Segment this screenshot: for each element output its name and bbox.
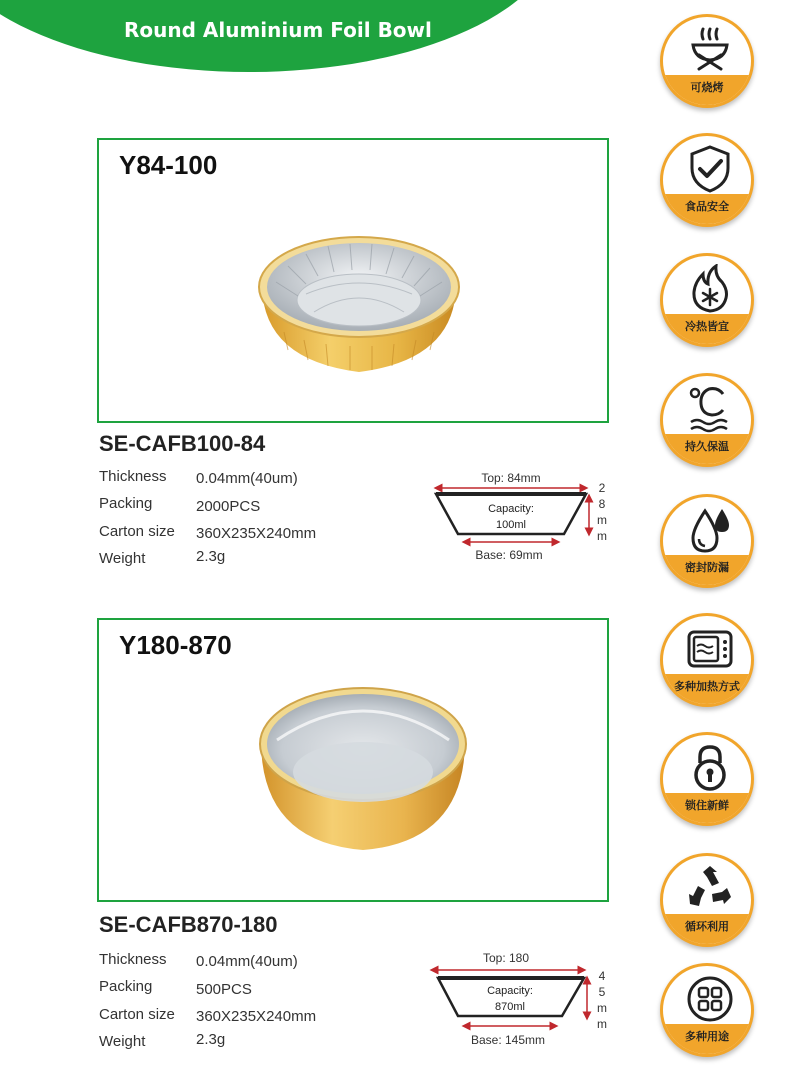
spec-value-weight: 2.3g: [196, 548, 226, 565]
model-number: Y84-100: [119, 150, 218, 180]
feature-badge-multi-use: [660, 963, 754, 1057]
height-char: m: [597, 513, 607, 527]
height-char: m: [597, 529, 607, 543]
height-char: 5: [598, 985, 606, 999]
grid-icon: [685, 974, 735, 1024]
feature-badge-leak-proof: [660, 494, 754, 588]
water-drops-icon: [685, 505, 735, 555]
page-title: Round Aluminium Foil Bowl: [124, 18, 432, 42]
top-dimension: Top: 180: [482, 951, 530, 965]
padlock-icon: [685, 743, 735, 793]
spec-label-weight: Weight: [99, 550, 146, 567]
product-card-2: [97, 618, 609, 902]
spec-label-packing: Packing: [99, 495, 153, 512]
height-char: m: [597, 1001, 607, 1015]
spec-value-carton-size: 360X235X240mm: [196, 1008, 317, 1025]
feature-badge-lock-fresh: [660, 732, 754, 826]
feature-label: 多种用途: [663, 1024, 751, 1054]
bowl-image-2: [257, 682, 469, 863]
capacity-label: Capacity:: [488, 503, 534, 515]
spec-value-packing: 500PCS: [196, 981, 252, 998]
product-code: SE-CAFB870-180: [99, 912, 278, 937]
microwave-icon: [685, 624, 735, 674]
base-dimension: Base: 145mm: [470, 1033, 546, 1047]
height-char: 4: [598, 969, 606, 983]
spec-label-carton-size: Carton size: [99, 523, 175, 540]
feature-label: 冷热皆宜: [663, 314, 751, 344]
dimension-diagram-1: [430, 466, 615, 571]
spec-value-thickness: 0.04mm(40um): [196, 470, 298, 487]
feature-badge-food-safe: [660, 133, 754, 227]
fire-snowflake-icon: [685, 264, 735, 314]
spec-label-packing: Packing: [99, 978, 153, 995]
product-code: SE-CAFB100-84: [99, 431, 266, 456]
spec-value-carton-size: 360X235X240mm: [196, 525, 317, 542]
spec-value-weight: 2.3g: [196, 1031, 226, 1048]
shield-check-icon: [685, 144, 735, 194]
feature-label: 多种加热方式: [663, 674, 751, 704]
grill-icon: [685, 25, 735, 75]
spec-label-thickness: Thickness: [99, 951, 167, 968]
capacity-label: Capacity:: [487, 985, 533, 997]
feature-badge-hot-cold: [660, 253, 754, 347]
feature-label: 锁住新鲜: [663, 793, 751, 823]
product-card-1: [97, 138, 609, 423]
spec-value-packing: 2000PCS: [196, 498, 261, 515]
feature-label: 循环利用: [663, 914, 751, 944]
model-number: Y180-870: [119, 630, 232, 660]
feature-label: 持久保温: [663, 434, 751, 464]
capacity-value: 100ml: [496, 519, 526, 531]
celsius-heat-icon: [685, 384, 735, 434]
spec-label-weight: Weight: [99, 1033, 146, 1050]
dimension-diagram-2: [428, 948, 616, 1053]
feature-badge-keep-warm: [660, 373, 754, 467]
base-dimension: Base: 69mm: [475, 548, 543, 562]
spec-label-carton-size: Carton size: [99, 1006, 175, 1023]
top-dimension: Top: 84mm: [481, 471, 541, 485]
spec-value-thickness: 0.04mm(40um): [196, 953, 298, 970]
recycle-icon: [685, 864, 735, 914]
feature-label: 食品安全: [663, 194, 751, 224]
height-char: m: [597, 1017, 607, 1031]
feature-label: 可烧烤: [663, 75, 751, 105]
height-char: 2: [598, 481, 606, 495]
feature-badge-heating-methods: [660, 613, 754, 707]
height-char: 8: [598, 497, 606, 511]
feature-badge-recyclable: [660, 853, 754, 947]
feature-badge-grill: [660, 14, 754, 108]
feature-label: 密封防漏: [663, 555, 751, 585]
bowl-image-1: [254, 232, 464, 387]
spec-label-thickness: Thickness: [99, 468, 167, 485]
capacity-value: 870ml: [495, 1001, 525, 1013]
